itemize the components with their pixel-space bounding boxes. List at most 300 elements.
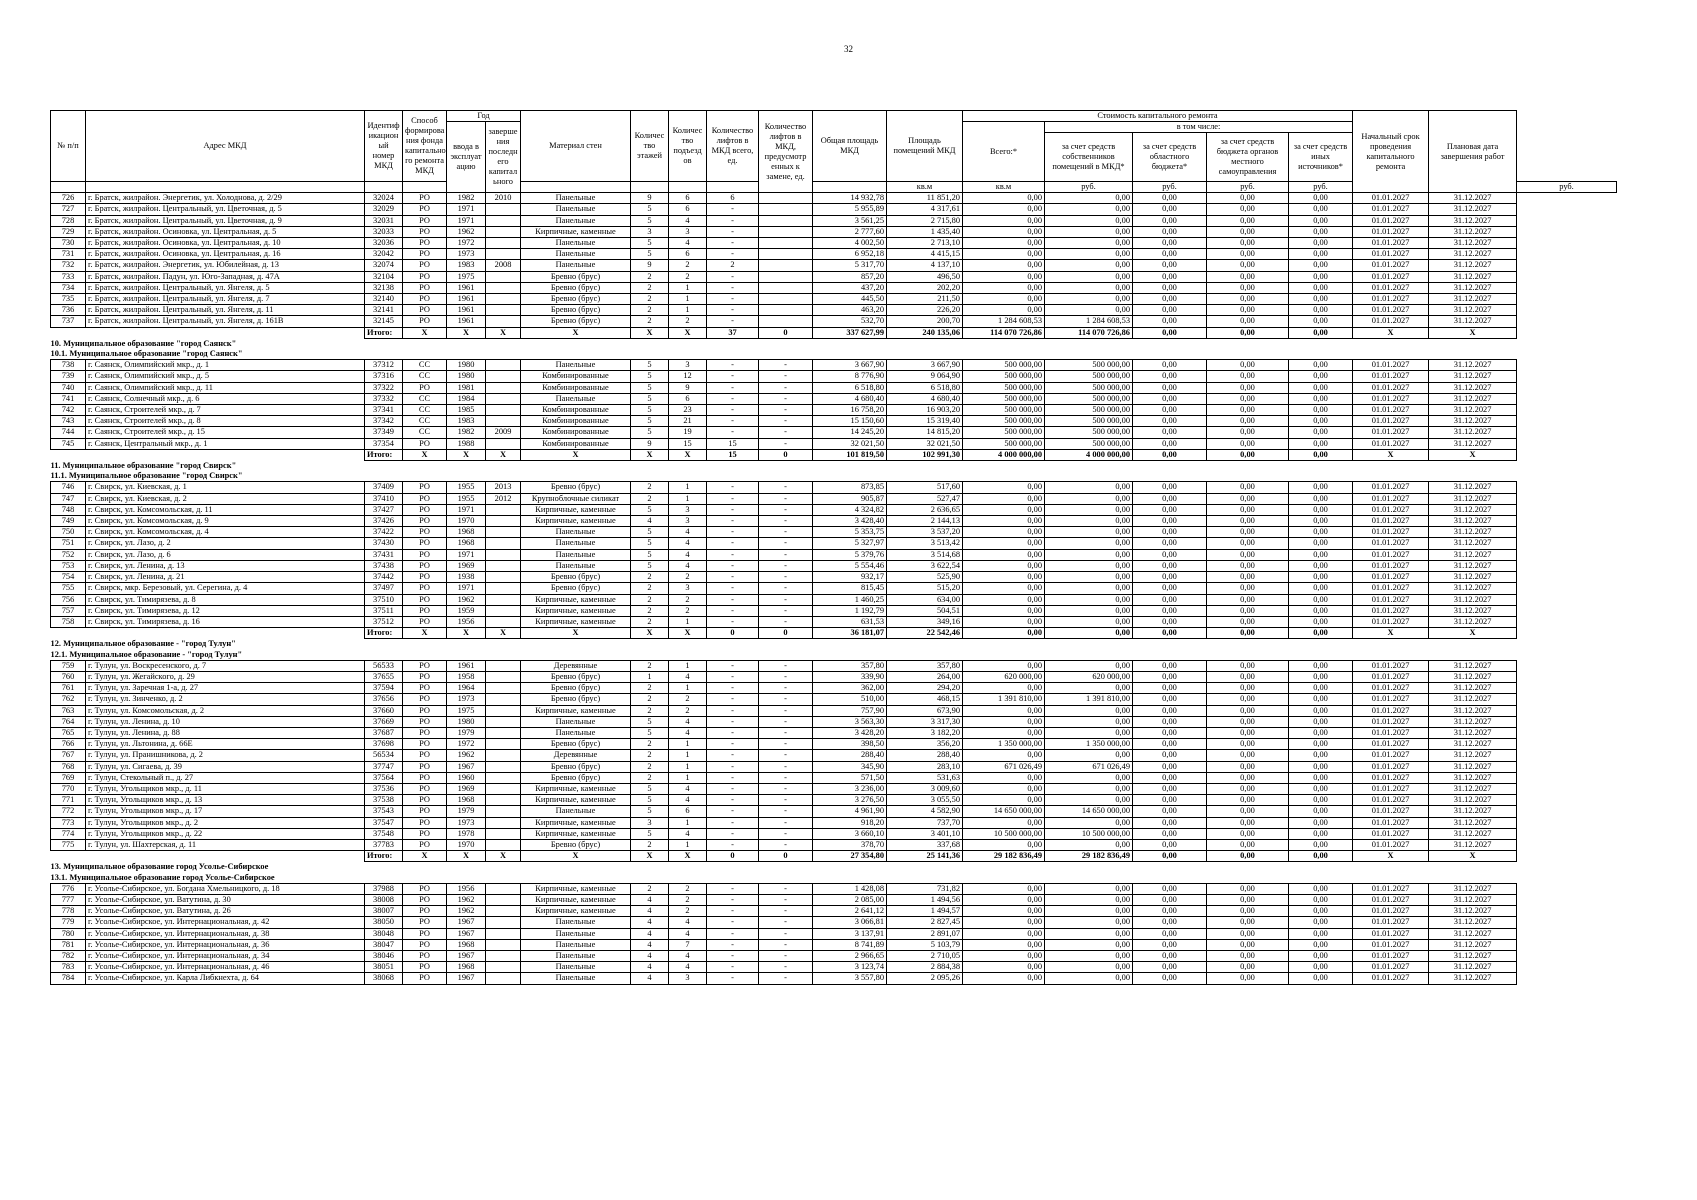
cell-area-rooms: 4 317,61 [887, 204, 963, 215]
cell-cost-total: 500 000,00 [963, 371, 1045, 382]
cell-cost-regional: 0,00 [1133, 883, 1207, 894]
cell-start-date: 01.01.2027 [1353, 416, 1429, 427]
cell-start-date: 01.01.2027 [1353, 560, 1429, 571]
cell-start-date: 01.01.2027 [1353, 951, 1429, 962]
cell-area-total: 510,00 [813, 694, 887, 705]
header-method: Способ формирова ния фонда капитально го ремонта МКД [403, 111, 447, 182]
cell-lifts: - [707, 616, 759, 627]
cell-lifts-replace [759, 204, 813, 215]
cell-method: РО [403, 817, 447, 828]
cell-area-rooms: 731,82 [887, 883, 963, 894]
cell-cost-local: 0,00 [1207, 260, 1289, 271]
cell-year-built: 1982 [447, 193, 486, 204]
cell-lifts: - [707, 549, 759, 560]
cell-end-date: 31.12.2027 [1429, 382, 1517, 393]
cell-area-total: 3 066,81 [813, 917, 887, 928]
total-id: X [403, 327, 447, 338]
cell-cost-total: 0,00 [963, 294, 1045, 305]
cell-id: 56534 [365, 750, 403, 761]
cell-year-last-repair: 2012 [486, 493, 521, 504]
cell-floors: 9 [631, 193, 669, 204]
cell-area-rooms: 2 095,26 [887, 973, 963, 984]
cell-method: СС [403, 371, 447, 382]
cell-floors: 2 [631, 772, 669, 783]
cell-entrances: 2 [669, 694, 707, 705]
cell-start-date: 01.01.2027 [1353, 493, 1429, 504]
cell-cost-total: 500 000,00 [963, 382, 1045, 393]
cell-year-last-repair: 2009 [486, 427, 521, 438]
cell-end-date: 31.12.2027 [1429, 416, 1517, 427]
cell-cost-total: 0,00 [963, 271, 1045, 282]
cell-end-date: 31.12.2027 [1429, 549, 1517, 560]
cell-cost-total: 0,00 [963, 951, 1045, 962]
cell-address: г. Саянск, Строителей мкр., д. 7 [86, 405, 365, 416]
cell-area-total: 3 557,80 [813, 973, 887, 984]
cell-wall-material: Панельные [521, 939, 631, 950]
cell-lifts-replace [759, 305, 813, 316]
cell-lifts-replace: - [759, 750, 813, 761]
section-heading [51, 338, 1617, 349]
cell-area-rooms: 517,60 [887, 482, 963, 493]
cell-cost-regional: 0,00 [1133, 427, 1207, 438]
cell-cost-owners: 0,00 [1045, 795, 1133, 806]
cell-lifts: - [707, 294, 759, 305]
cell-end-date: 31.12.2027 [1429, 594, 1517, 605]
cell-area-rooms: 337,68 [887, 839, 963, 850]
cell-num: 729 [51, 226, 86, 237]
cell-method: РО [403, 438, 447, 449]
section-title: 10.1. Муниципальное образование "город Саянск" [50, 349, 243, 359]
cell-cost-local: 0,00 [1207, 226, 1289, 237]
cell-year-last-repair [486, 727, 521, 738]
cell-year-last-repair [486, 683, 521, 694]
cell-floors: 2 [631, 605, 669, 616]
cell-lifts: - [707, 583, 759, 594]
cell-year-last-repair [486, 371, 521, 382]
cell-address: г. Усолье-Сибирское, ул. Ватутина, д. 30 [86, 894, 365, 905]
cell-cost-owners: 0,00 [1045, 616, 1133, 627]
cell-address: г. Тулун, ул. Ленина, д. 88 [86, 727, 365, 738]
cell-lifts-replace: - [759, 939, 813, 950]
cell-area-rooms: 264,00 [887, 671, 963, 682]
cell-id: 32140 [365, 294, 403, 305]
cell-area-total: 437,20 [813, 282, 887, 293]
cell-end-date: 31.12.2027 [1429, 271, 1517, 282]
cell-lifts: - [707, 739, 759, 750]
cell-start-date: 01.01.2027 [1353, 482, 1429, 493]
cell-year-built: 1961 [447, 660, 486, 671]
cell-floors: 5 [631, 204, 669, 215]
cell-cost-local: 0,00 [1207, 215, 1289, 226]
cell-year-built: 1968 [447, 527, 486, 538]
cell-id: 37564 [365, 772, 403, 783]
cell-area-total: 5 327,97 [813, 538, 887, 549]
cell-cost-total: 0,00 [963, 282, 1045, 293]
cell-address: г. Тулун, Угольщиков мкр., д. 13 [86, 795, 365, 806]
cell-method: РО [403, 538, 447, 549]
table-row [51, 405, 1617, 416]
cell-lifts-replace: - [759, 894, 813, 905]
cell-address: г. Братск, жилрайон. Осиновка, ул. Центральная, д. 16 [86, 249, 365, 260]
cell-area-total: 918,20 [813, 817, 887, 828]
cell-cost-regional: 0,00 [1133, 438, 1207, 449]
cell-cost-owners: 500 000,00 [1045, 427, 1133, 438]
cell-year-built: 1980 [447, 716, 486, 727]
section-title: 10. Муниципальное образование "город Саянск" [50, 338, 237, 348]
cell-cost-owners: 0,00 [1045, 271, 1133, 282]
cell-start-date: 01.01.2027 [1353, 549, 1429, 560]
cell-end-date: 31.12.2027 [1429, 316, 1517, 327]
cell-start-date: 01.01.2027 [1353, 917, 1429, 928]
total-floors: X [669, 449, 707, 460]
table-row [51, 427, 1617, 438]
cell-cost-owners: 0,00 [1045, 705, 1133, 716]
cell-lifts: - [707, 671, 759, 682]
total-year-built: X [486, 449, 521, 460]
cell-cost-other: 0,00 [1289, 371, 1353, 382]
cell-lifts: - [707, 416, 759, 427]
cell-cost-other: 0,00 [1289, 795, 1353, 806]
cell-cost-other: 0,00 [1289, 482, 1353, 493]
cell-method: РО [403, 549, 447, 560]
cell-cost-local: 0,00 [1207, 906, 1289, 917]
cell-cost-regional: 0,00 [1133, 405, 1207, 416]
cell-id: 37426 [365, 516, 403, 527]
cell-end-date: 31.12.2027 [1429, 605, 1517, 616]
cell-year-built: 1961 [447, 305, 486, 316]
cell-wall-material: Бревно (брус) [521, 739, 631, 750]
cell-lifts: - [707, 516, 759, 527]
cell-cost-other: 0,00 [1289, 193, 1353, 204]
cell-address: г. Свирск, ул. Тимирязева, д. 12 [86, 605, 365, 616]
cell-entrances: 4 [669, 527, 707, 538]
section-title: 12. Муниципальное образование - "город Тулун" [50, 639, 236, 649]
cell-address: г. Братск, жилрайон. Падун, ул. Юго-Западная, д. 47А [86, 271, 365, 282]
cell-year-last-repair [486, 215, 521, 226]
cell-cost-local: 0,00 [1207, 371, 1289, 382]
cell-num: 752 [51, 549, 86, 560]
cell-start-date: 01.01.2027 [1353, 238, 1429, 249]
cell-cost-regional: 0,00 [1133, 294, 1207, 305]
cell-start-date: 01.01.2027 [1353, 928, 1429, 939]
cell-num: 776 [51, 883, 86, 894]
cell-area-total: 815,45 [813, 583, 887, 594]
total-area-total: 102 991,30 [887, 449, 963, 460]
cell-address: г. Тулун, ул. Шахтерская, д. 11 [86, 839, 365, 850]
cell-cost-local: 0,00 [1207, 193, 1289, 204]
total-id: X [403, 449, 447, 460]
cell-year-built: 1961 [447, 294, 486, 305]
cell-area-rooms: 2 715,80 [887, 215, 963, 226]
cell-address: г. Братск, жилрайон. Центральный, ул. Янгеля, д. 5 [86, 282, 365, 293]
cell-cost-other: 0,00 [1289, 594, 1353, 605]
cell-cost-other: 0,00 [1289, 750, 1353, 761]
cell-cost-owners: 0,00 [1045, 538, 1133, 549]
cell-id: 37332 [365, 393, 403, 404]
cell-end-date: 31.12.2027 [1429, 894, 1517, 905]
cell-entrances: 4 [669, 951, 707, 962]
cell-start-date: 01.01.2027 [1353, 605, 1429, 616]
cell-start-date: 01.01.2027 [1353, 572, 1429, 583]
cell-num: 739 [51, 371, 86, 382]
cell-cost-local: 0,00 [1207, 504, 1289, 515]
table-row [51, 504, 1617, 515]
cell-num: 769 [51, 772, 86, 783]
cell-year-built: 1979 [447, 806, 486, 817]
cell-cost-other: 0,00 [1289, 360, 1353, 371]
table-row [51, 316, 1617, 327]
cell-year-last-repair [486, 360, 521, 371]
cell-cost-owners: 0,00 [1045, 249, 1133, 260]
cell-entrances: 2 [669, 260, 707, 271]
cell-lifts: - [707, 750, 759, 761]
cell-cost-regional: 0,00 [1133, 393, 1207, 404]
cell-lifts-replace: - [759, 382, 813, 393]
cell-entrances: 1 [669, 294, 707, 305]
cell-area-rooms: 6 518,80 [887, 382, 963, 393]
cell-cost-other: 0,00 [1289, 416, 1353, 427]
cell-cost-owners: 500 000,00 [1045, 360, 1133, 371]
cell-cost-total: 0,00 [963, 482, 1045, 493]
cell-start-date: 01.01.2027 [1353, 193, 1429, 204]
cell-year-last-repair [486, 917, 521, 928]
total-start-date: X [1429, 327, 1517, 338]
cell-cost-other: 0,00 [1289, 705, 1353, 716]
cell-id: 56533 [365, 660, 403, 671]
cell-lifts-replace: - [759, 973, 813, 984]
cell-num: 775 [51, 839, 86, 850]
cell-cost-regional: 0,00 [1133, 360, 1207, 371]
cell-area-rooms: 4 137,10 [887, 260, 963, 271]
cell-floors: 4 [631, 962, 669, 973]
cell-num: 778 [51, 906, 86, 917]
header-local: за счет средств бюджета органов местного самоуправления [1207, 133, 1289, 182]
cell-start-date: 01.01.2027 [1353, 516, 1429, 527]
cell-id: 37698 [365, 739, 403, 750]
cell-cost-local: 0,00 [1207, 761, 1289, 772]
cell-year-built: 1970 [447, 839, 486, 850]
cell-year-last-repair [486, 271, 521, 282]
cell-cost-owners: 0,00 [1045, 282, 1133, 293]
cell-area-rooms: 1 494,56 [887, 894, 963, 905]
table-row [51, 894, 1617, 905]
cell-cost-other: 0,00 [1289, 605, 1353, 616]
cell-lifts-replace [759, 260, 813, 271]
cell-num: 767 [51, 750, 86, 761]
cell-cost-owners: 0,00 [1045, 294, 1133, 305]
cell-year-last-repair [486, 282, 521, 293]
cell-wall-material: Бревно (брус) [521, 294, 631, 305]
cell-address: г. Тулун, ул. Воскресенского, д. 7 [86, 660, 365, 671]
cell-cost-regional: 0,00 [1133, 962, 1207, 973]
cell-year-last-repair [486, 928, 521, 939]
cell-lifts: - [707, 493, 759, 504]
cell-floors: 2 [631, 271, 669, 282]
cell-area-total: 2 085,00 [813, 894, 887, 905]
cell-area-rooms: 4 680,40 [887, 393, 963, 404]
cell-wall-material: Панельные [521, 973, 631, 984]
cell-wall-material: Кирпичные, каменные [521, 226, 631, 237]
cell-year-built: 1982 [447, 427, 486, 438]
cell-lifts-replace [759, 294, 813, 305]
cell-entrances: 1 [669, 493, 707, 504]
cell-wall-material: Бревно (брус) [521, 671, 631, 682]
cell-num: 784 [51, 973, 86, 984]
cell-id: 37410 [365, 493, 403, 504]
cell-cost-regional: 0,00 [1133, 215, 1207, 226]
total-lifts: 0 [759, 628, 813, 639]
table-row [51, 538, 1617, 549]
cell-num: 754 [51, 572, 86, 583]
cell-method: РО [403, 739, 447, 750]
cell-lifts: - [707, 928, 759, 939]
cell-cost-owners: 0,00 [1045, 883, 1133, 894]
cell-num: 746 [51, 482, 86, 493]
cell-cost-total: 0,00 [963, 538, 1045, 549]
cell-num: 747 [51, 493, 86, 504]
header-area-total: Общая площадь МКД [813, 111, 887, 182]
cell-id: 37660 [365, 705, 403, 716]
table-row [51, 238, 1617, 249]
cell-lifts: - [707, 427, 759, 438]
cell-lifts: - [707, 828, 759, 839]
cell-area-total: 532,70 [813, 316, 887, 327]
cell-cost-total: 0,00 [963, 727, 1045, 738]
cell-method: РО [403, 226, 447, 237]
cell-entrances: 1 [669, 660, 707, 671]
section-heading [51, 650, 1617, 661]
cell-area-total: 5 554,46 [813, 560, 887, 571]
cell-id: 32029 [365, 204, 403, 215]
cell-entrances: 2 [669, 894, 707, 905]
cell-entrances: 19 [669, 427, 707, 438]
cell-area-rooms: 4 582,90 [887, 806, 963, 817]
cell-address: г. Братск, жилрайон. Энергетик, ул. Юбилейная, д. 13 [86, 260, 365, 271]
header-incl: в том числе: [1045, 122, 1353, 133]
cell-num: 745 [51, 438, 86, 449]
cell-end-date: 31.12.2027 [1429, 839, 1517, 850]
cell-lifts-replace: - [759, 917, 813, 928]
cell-area-total: 14 245,20 [813, 427, 887, 438]
cell-id: 37438 [365, 560, 403, 571]
cell-entrances: 9 [669, 382, 707, 393]
cell-cost-owners: 0,00 [1045, 226, 1133, 237]
cell-cost-total: 10 500 000,00 [963, 828, 1045, 839]
cell-year-built: 1981 [447, 382, 486, 393]
cell-area-rooms: 288,40 [887, 750, 963, 761]
cell-lifts: - [707, 973, 759, 984]
cell-year-built: 1972 [447, 739, 486, 750]
cell-cost-regional: 0,00 [1133, 260, 1207, 271]
cell-lifts-replace: - [759, 371, 813, 382]
cell-num: 751 [51, 538, 86, 549]
cell-cost-regional: 0,00 [1133, 616, 1207, 627]
cell-year-built: 1956 [447, 616, 486, 627]
cell-num: 744 [51, 427, 86, 438]
cell-wall-material: Панельные [521, 962, 631, 973]
cell-address: г. Свирск, ул. Комсомольская, д. 4 [86, 527, 365, 538]
cell-cost-total: 0,00 [963, 504, 1045, 515]
cell-end-date: 31.12.2027 [1429, 360, 1517, 371]
cell-area-total: 378,70 [813, 839, 887, 850]
cell-method: РО [403, 282, 447, 293]
cell-start-date: 01.01.2027 [1353, 294, 1429, 305]
cell-lifts: - [707, 382, 759, 393]
cell-cost-local: 0,00 [1207, 516, 1289, 527]
cell-cost-owners: 500 000,00 [1045, 371, 1133, 382]
cell-cost-owners: 0,00 [1045, 817, 1133, 828]
cell-address: г. Саянск, Олимпийский мкр., д. 5 [86, 371, 365, 382]
cell-year-built: 1980 [447, 360, 486, 371]
cell-area-rooms: 2 636,65 [887, 504, 963, 515]
cell-cost-local: 0,00 [1207, 694, 1289, 705]
cell-address: г. Тулун, ул. Комсомольская, д. 2 [86, 705, 365, 716]
cell-cost-owners: 0,00 [1045, 783, 1133, 794]
cell-method: РО [403, 671, 447, 682]
cell-cost-regional: 0,00 [1133, 828, 1207, 839]
cell-num: 740 [51, 382, 86, 393]
cell-num: 730 [51, 238, 86, 249]
cell-entrances: 4 [669, 716, 707, 727]
cell-id: 32138 [365, 282, 403, 293]
cell-lifts-replace: - [759, 951, 813, 962]
cell-year-last-repair [486, 238, 521, 249]
total-start-date: X [1429, 628, 1517, 639]
cell-cost-other: 0,00 [1289, 761, 1353, 772]
table-row [51, 605, 1617, 616]
cell-num: 783 [51, 962, 86, 973]
cell-lifts-replace: - [759, 482, 813, 493]
cell-lifts: - [707, 795, 759, 806]
cell-floors: 4 [631, 939, 669, 950]
cell-id: 37547 [365, 817, 403, 828]
cell-area-total: 857,20 [813, 271, 887, 282]
cell-id: 37442 [365, 572, 403, 583]
cell-cost-regional: 0,00 [1133, 894, 1207, 905]
total-cost-regional: 0,00 [1207, 449, 1289, 460]
unit-rub-own: руб. [1133, 182, 1207, 193]
cell-id: 38046 [365, 951, 403, 962]
cell-address: г. Свирск, ул. Киевская, д. 2 [86, 493, 365, 504]
cell-cost-regional: 0,00 [1133, 193, 1207, 204]
cell-area-rooms: 3 537,20 [887, 527, 963, 538]
cell-cost-total: 0,00 [963, 260, 1045, 271]
cell-year-built: 1973 [447, 694, 486, 705]
cell-cost-owners: 0,00 [1045, 504, 1133, 515]
cell-year-built: 1968 [447, 538, 486, 549]
cell-entrances: 12 [669, 371, 707, 382]
cell-lifts: - [707, 772, 759, 783]
cell-start-date: 01.01.2027 [1353, 616, 1429, 627]
cell-end-date: 31.12.2027 [1429, 917, 1517, 928]
header-area-rooms: Площадь помещений МКД [887, 111, 963, 182]
cell-cost-owners: 0,00 [1045, 572, 1133, 583]
cell-cost-local: 0,00 [1207, 683, 1289, 694]
cell-method: РО [403, 795, 447, 806]
total-method: X [447, 628, 486, 639]
cell-area-rooms: 3 667,90 [887, 360, 963, 371]
cell-cost-local: 0,00 [1207, 538, 1289, 549]
cell-area-total: 3 236,00 [813, 783, 887, 794]
cell-id: 37510 [365, 594, 403, 605]
cell-address: г. Свирск, ул. Киевская, д. 1 [86, 482, 365, 493]
cell-end-date: 31.12.2027 [1429, 204, 1517, 215]
cell-entrances: 4 [669, 671, 707, 682]
cell-floors: 2 [631, 294, 669, 305]
cell-wall-material: Кирпичные, каменные [521, 783, 631, 794]
header-id: Идентиф икацион ый номер МКД [365, 111, 403, 182]
cell-cost-total: 0,00 [963, 750, 1045, 761]
